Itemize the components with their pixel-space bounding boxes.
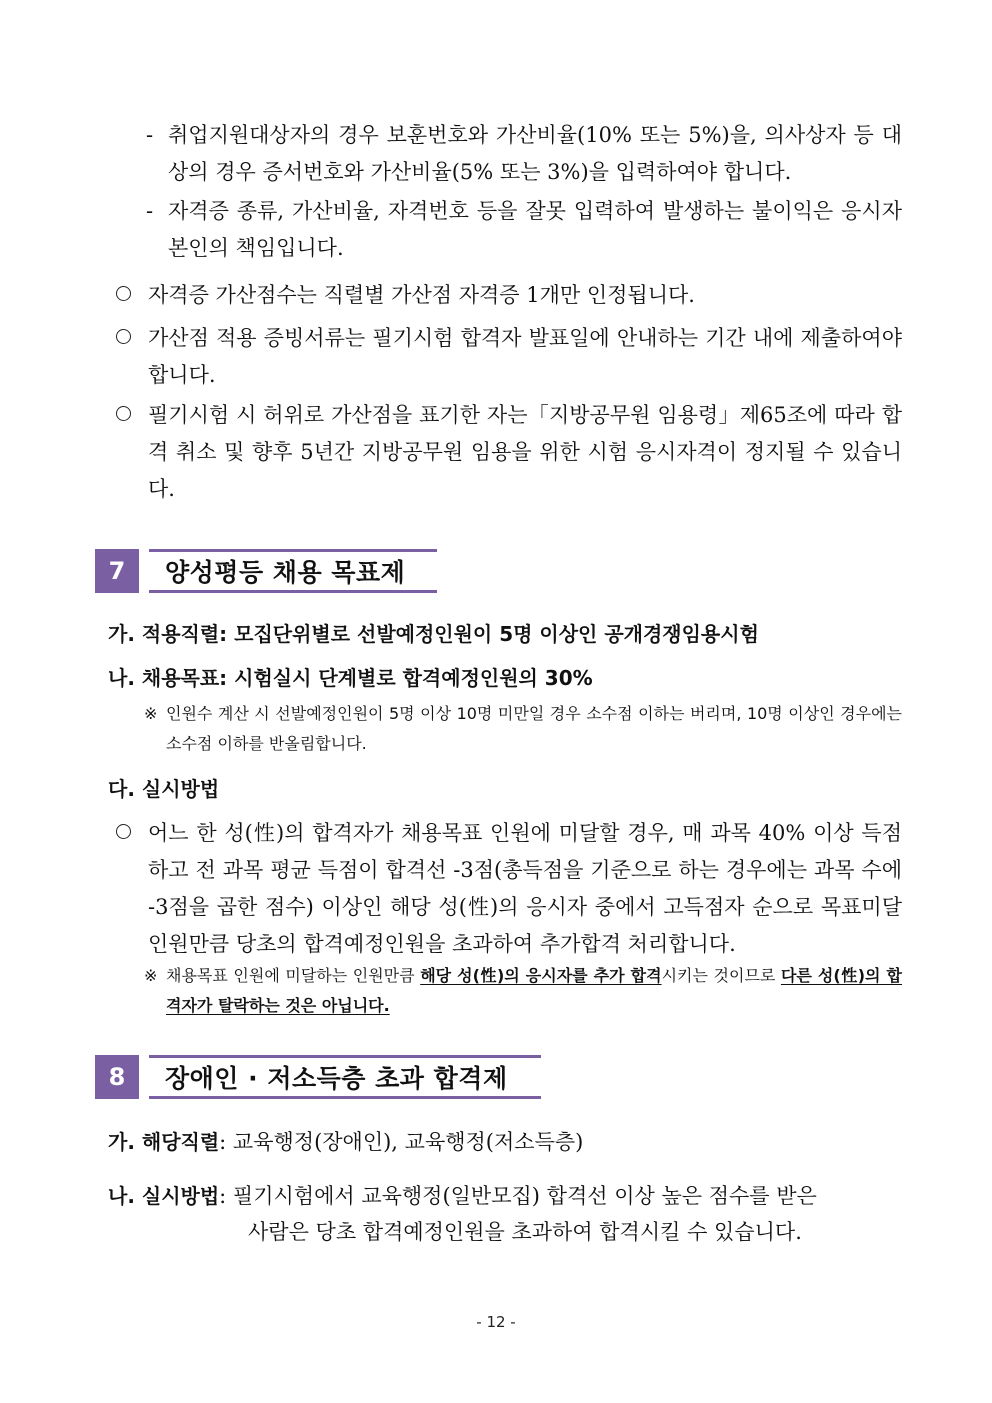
note-text-part: 채용목표 인원에 미달하는 인원만큼 bbox=[166, 966, 421, 985]
sub-item bbox=[108, 1127, 583, 1157]
sub-item bbox=[108, 1181, 817, 1211]
sub-item-text: : 필기시험에서 교육행정(일반모집) 합격선 이상 높은 점수를 받은 bbox=[219, 1184, 817, 1208]
list-item-text: 자격증 가산점수는 직렬별 가산점 자격증 1개만 인정됩니다. bbox=[148, 283, 695, 307]
note bbox=[144, 699, 902, 759]
sub-item-text-continued: 사람은 당초 합격예정인원을 초과하여 합격시킬 수 있습니다. bbox=[248, 1220, 802, 1244]
circle-bullet-icon bbox=[116, 406, 131, 421]
section-heading bbox=[95, 549, 437, 593]
list-item-text: 필기시험 시 허위로 가산점을 표기한 자는「지방공무원 임용령」제65조에 따라 합격 취소 및 향후 5년간 지방공무원 임용을 위한 시험 응시자격이 정지될 수 있습니다. bbox=[148, 403, 902, 501]
sub-heading: 가. 적용직렬: 모집단위별로 선발예정인원이 5명 이상인 공개경쟁임용시험 bbox=[108, 622, 759, 646]
list-item bbox=[116, 815, 902, 963]
dash-item-text: 취업지원대상자의 경우 보훈번호와 가산비율(10% 또는 5%)을, 의사상자 등 대상의 경우 증서번호와 가산비율(5% 또는 3%)을 입력하여야 합니다. bbox=[168, 123, 902, 184]
section-title-box bbox=[149, 1055, 541, 1099]
sub-heading: 다. 실시방법 bbox=[108, 777, 220, 801]
list-item bbox=[116, 320, 902, 394]
note-symbol: ※ bbox=[144, 704, 158, 723]
section-number: 8 bbox=[95, 1055, 139, 1099]
circle-bullet-icon bbox=[116, 329, 131, 344]
sub-heading: 나. 채용목표: 시험실시 단계별로 합격예정인원의 30% bbox=[108, 666, 593, 690]
section-title: 양성평등 채용 목표제 bbox=[165, 558, 406, 587]
dash-item bbox=[146, 117, 902, 191]
list-item bbox=[116, 397, 902, 508]
page-number: - 12 - bbox=[476, 1313, 516, 1331]
list-item-text: 가산점 적용 증빙서류는 필기시험 합격자 발표일에 안내하는 기간 내에 제출하여야 합니다. bbox=[148, 326, 902, 387]
dash-symbol: - bbox=[146, 123, 154, 147]
note-text: 인원수 계산 시 선발예정인원이 5명 이상 10명 미만일 경우 소수점 이하는 버리며, 10명 이상인 경우에는 소수점 이하를 반올림합니다. bbox=[166, 704, 902, 753]
section-heading bbox=[95, 1055, 541, 1099]
list-item bbox=[116, 277, 902, 314]
section-title: 장애인 · 저소득층 초과 합격제 bbox=[165, 1064, 508, 1093]
dash-item bbox=[146, 193, 902, 267]
sub-item-text: : 교육행정(장애인), 교육행정(저소득층) bbox=[219, 1130, 584, 1154]
section-number: 7 bbox=[95, 549, 139, 593]
sub-heading-label: 나. 실시방법 bbox=[108, 1184, 220, 1208]
note-emphasis: 다른 성(性)의 합격자가 탈락하는 것은 아닙니다. bbox=[166, 966, 902, 1015]
list-item-text: 어느 한 성(性)의 합격자가 채용목표 인원에 미달할 경우, 매 과목 40% 이상 득점하고 전 과목 평균 득점이 합격선 -3점(총득점을 기준으로 하는 경우에는 과목 수에 -3점을 곱한 점수) 이상인 해당 성(性)의 응시자 중에서 고득점자 순으로 목표미달 인원만큼 당초의 합격예정인원을 초과하여 추가합격 처리합니다. bbox=[148, 821, 902, 956]
note-symbol: ※ bbox=[144, 966, 158, 985]
note-text bbox=[166, 961, 902, 1021]
section-title-box bbox=[149, 549, 437, 593]
circle-bullet-icon bbox=[116, 286, 131, 301]
dash-symbol: - bbox=[146, 199, 154, 223]
dash-item-text: 자격증 종류, 가산비율, 자격번호 등을 잘못 입력하여 발생하는 불이익은 응시자 본인의 책임입니다. bbox=[168, 199, 902, 260]
circle-bullet-icon bbox=[116, 824, 131, 839]
note-text-part: 시키는 것이므로 bbox=[661, 966, 781, 985]
note bbox=[144, 961, 902, 1021]
note-emphasis: 해당 성(性)의 응시자를 추가 합격 bbox=[420, 966, 662, 985]
sub-heading-label: 가. 해당직렬 bbox=[108, 1130, 220, 1154]
